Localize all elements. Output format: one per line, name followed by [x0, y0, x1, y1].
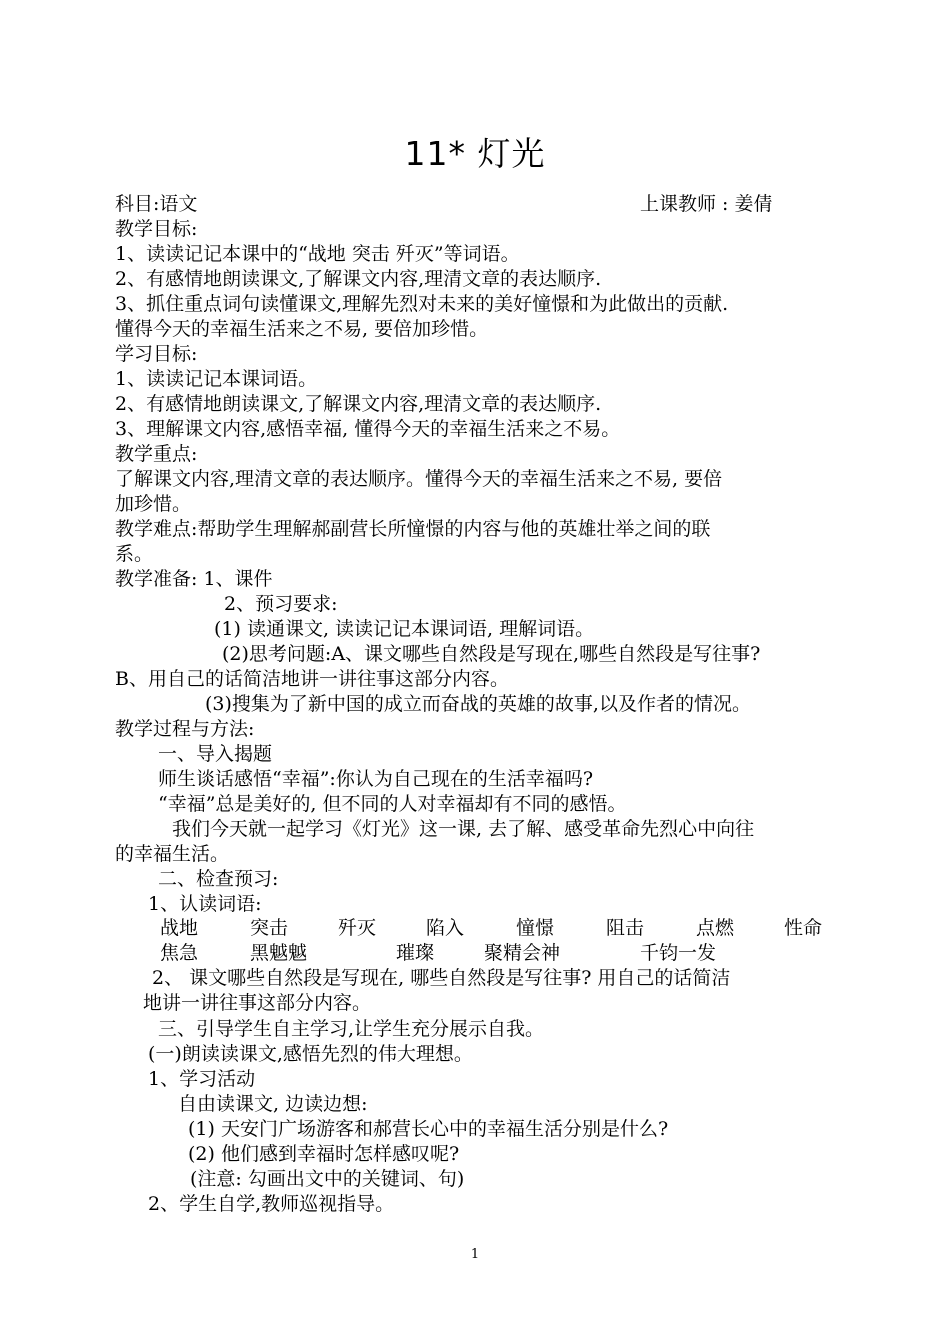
vocab-word: 歼灭	[338, 917, 377, 939]
preparation-line: 2、预习要求:	[224, 593, 338, 615]
vocab-word: 黑魆魆	[250, 942, 308, 964]
vocab-word: 璀璨	[396, 942, 435, 964]
heading-teaching-goals: 教学目标:	[115, 218, 198, 240]
key-point-line: 加珍惜。	[115, 493, 192, 515]
vocab-word: 聚精会神	[484, 942, 561, 964]
process-line: 1、学习活动	[148, 1068, 256, 1090]
teacher-label: 上课教师 : 姜倩	[640, 193, 773, 215]
preparation-line: 教学准备: 1、课件	[115, 568, 273, 590]
preparation-line: (3)搜集为了新中国的成立而奋战的英雄的故事,以及作者的情况。	[205, 693, 751, 715]
process-line: “幸福”总是美好的, 但不同的人对幸福却有不同的感悟。	[158, 793, 627, 815]
vocab-word: 陷入	[426, 917, 465, 939]
vocab-word: 点燃	[696, 917, 735, 939]
vocab-word: 千钧一发	[640, 942, 717, 964]
process-line: 地讲一讲往事这部分内容。	[143, 992, 372, 1014]
page-number: 1	[470, 1247, 480, 1262]
preparation-line: (2)思考问题:A、课文哪些自然段是写现在,哪些自然段是写往事?	[222, 643, 761, 665]
section-heading: 二、检查预习:	[158, 868, 279, 890]
vocab-word: 焦急	[160, 942, 199, 964]
subject-label: 科目:语文	[115, 193, 198, 215]
process-line: (1) 天安门广场游客和郝营长心中的幸福生活分别是什么?	[188, 1118, 669, 1140]
vocab-row	[0, 941, 950, 965]
process-line: 我们今天就一起学习《灯光》这一课, 去了解、感受革命先烈心中向往	[172, 818, 755, 840]
subsection-heading: (一)朗读读课文,感悟先烈的伟大理想。	[148, 1043, 473, 1065]
preparation-line: (1) 读通课文, 读读记记本课词语, 理解词语。	[214, 618, 595, 640]
vocab-word: 性命	[784, 917, 823, 939]
key-point-line: 了解课文内容,理清文章的表达顺序。懂得今天的幸福生活来之不易, 要倍	[115, 468, 723, 490]
vocab-word: 战地	[160, 917, 199, 939]
goal-line: 2、有感情地朗读课文,了解课文内容,理清文章的表达顺序.	[115, 268, 602, 290]
learning-goal-line: 1、读读记记本课词语。	[115, 368, 318, 390]
vocab-word: 憧憬	[516, 917, 555, 939]
process-line: 自由读课文, 边读边想:	[178, 1093, 368, 1115]
learning-goal-line: 3、理解课文内容,感悟幸福, 懂得今天的幸福生活来之不易。	[115, 418, 621, 440]
document-title: 11* 灯光	[404, 134, 546, 173]
section-heading: 一、导入揭题	[158, 743, 273, 765]
process-line: 2、学生自学,教师巡视指导。	[148, 1193, 395, 1215]
process-line: (2) 他们感到幸福时怎样感叹呢?	[188, 1143, 460, 1165]
difficult-point-line: 教学难点:帮助学生理解郝副营长所憧憬的内容与他的英雄壮举之间的联	[115, 518, 711, 540]
vocab-word: 阻击	[606, 917, 645, 939]
preparation-line: B、用自己的话简洁地讲一讲往事这部分内容。	[115, 668, 509, 690]
section-heading: 三、引导学生自主学习,让学生充分展示自我。	[158, 1018, 545, 1040]
process-line: (注意: 勾画出文中的关键词、句)	[190, 1168, 465, 1190]
heading-key-points: 教学重点:	[115, 443, 198, 465]
heading-learning-goals: 学习目标:	[115, 343, 198, 365]
heading-process: 教学过程与方法:	[115, 718, 255, 740]
difficult-point-line: 系。	[115, 543, 154, 565]
process-line: 师生谈话感悟“幸福”:你认为自己现在的生活幸福吗?	[158, 768, 594, 790]
vocab-row	[0, 916, 950, 940]
goal-line: 1、读读记记本课中的“战地 突击 歼灭”等词语。	[115, 243, 520, 265]
process-line: 1、认读词语:	[148, 893, 262, 915]
process-line: 2、 课文哪些自然段是写现在, 哪些自然段是写往事? 用自己的话简洁	[152, 967, 731, 989]
process-line: 的幸福生活。	[115, 843, 230, 865]
goal-line: 3、抓住重点词句读懂课文,理解先烈对未来的美好憧憬和为此做出的贡献.	[115, 293, 729, 315]
goal-line: 懂得今天的幸福生活来之不易, 要倍加珍惜。	[115, 318, 489, 340]
vocab-word: 突击	[250, 917, 289, 939]
learning-goal-line: 2、有感情地朗读课文,了解课文内容,理清文章的表达顺序.	[115, 393, 602, 415]
